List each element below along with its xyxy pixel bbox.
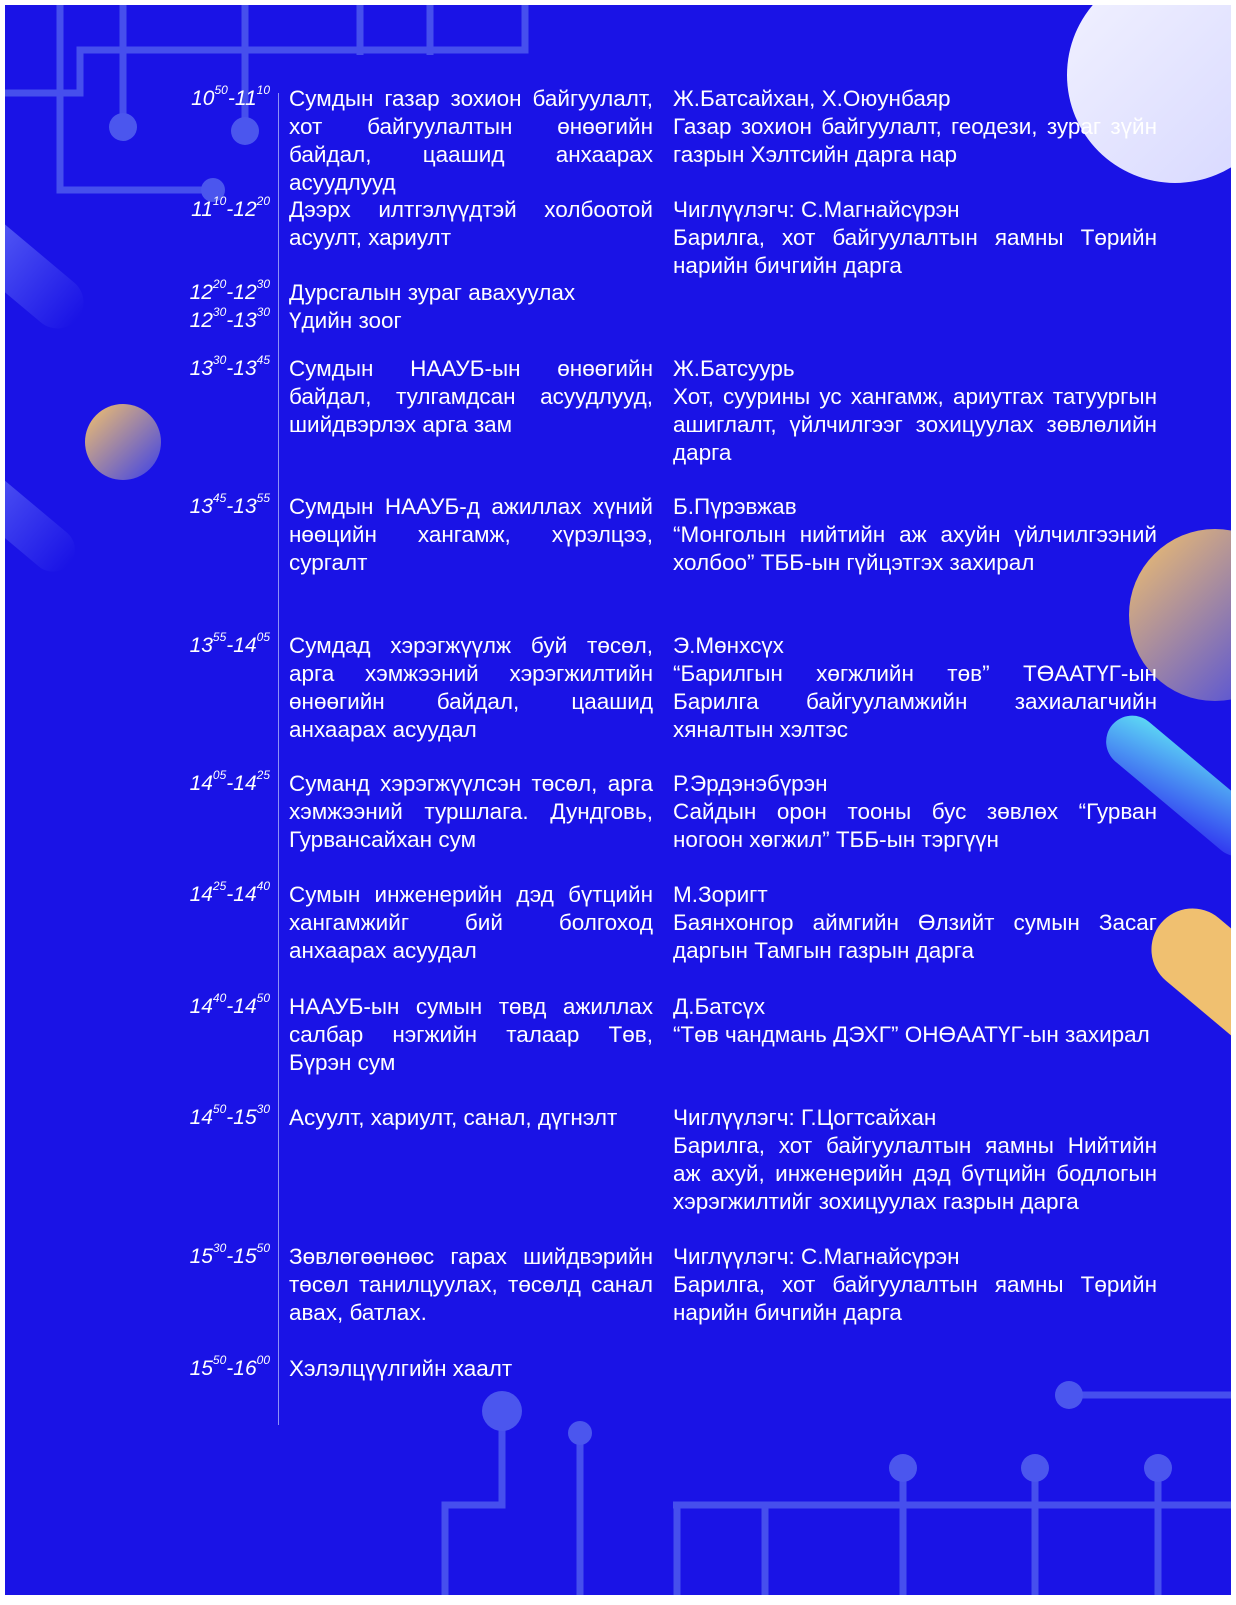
agenda-topic: Хэлэлцүүлгийн хаалт: [289, 1356, 513, 1381]
time-range: $15^{50}-16^{00}$: [189, 1353, 270, 1380]
time-range: $14^{25}-14^{40}$: [189, 879, 270, 906]
speaker-role: Барилга, хот байгуулалтын яамны Нийтийн аж ахуй, инженерийн дэд бүтцийн бодлогын хэрэгжилтийг зохицуулах газрын дарга: [673, 1133, 1157, 1214]
agenda-topic: Сумдын НААУБ-ын өнөөгийн байдал, тулгамдсан асуудлууд, шийдвэрлэх арга зам: [289, 356, 653, 437]
speaker: [673, 993, 1157, 1049]
agenda-topic: НААУБ-ын сумын төвд ажиллах салбар нэгжийн талаар Төв, Бүрэн сум: [289, 994, 653, 1075]
time-range: $13^{55}-14^{05}$: [189, 630, 270, 657]
agenda-topic: Сумдад хэрэгжүүлж буй төсөл, арга хэмжээний хэрэгжилтийн өнөөгийн байдал, цаашид анхаарах асуудал: [289, 633, 653, 742]
speaker: [673, 493, 1157, 577]
sphere-icon: [85, 404, 161, 480]
circuit-line-icon: [445, 1395, 1231, 1595]
speaker-name: Б.Пүрэвжав: [673, 494, 797, 519]
time-range: $14^{05}-14^{25}$: [189, 768, 270, 795]
agenda-topic: Суманд хэрэгжүүлсэн төсөл, арга хэмжээний туршлага. Дундговь, Гурвансайхан сум: [289, 771, 653, 852]
speaker-name: Ж.Батсайхан, Х.Оюунбаяр: [673, 86, 951, 111]
speaker-name: Э.Мөнхсүх: [673, 633, 784, 658]
speaker: [673, 881, 1157, 965]
speaker: [673, 1243, 1157, 1327]
capsule-icon: [5, 203, 94, 339]
speaker-role: Газар зохион байгуулалт, геодези, зураг зүйн газрын Хэлтсийн дарга нар: [673, 114, 1157, 167]
speaker-name: Чиглүүлэгч: С.Магнайсүрэн: [673, 197, 960, 222]
speaker-role: “Төв чандмань ДЭХГ” ОНӨААТҮГ-ын захирал: [673, 1022, 1150, 1047]
agenda-topic: Дурсгалын зураг авахуулах: [289, 280, 576, 305]
speaker: [673, 1104, 1157, 1216]
speaker: [673, 355, 1157, 467]
capsule-icon: [5, 463, 84, 580]
agenda-topic: Асуулт, хариулт, санал, дүгнэлт: [289, 1105, 618, 1130]
agenda-topic: Үдийн зоог: [289, 308, 402, 333]
agenda-topic: Сумдын НААУБ-д ажиллах хүний нөөцийн хангамж, хүрэлцээ, сургалт: [289, 494, 653, 575]
speaker-role: Барилга, хот байгуулалтын яамны Төрийн нарийн бичгийн дарга: [673, 1272, 1157, 1325]
speaker: [673, 632, 1157, 744]
speaker: [673, 85, 1157, 169]
speaker-role: Хот, суурины ус хангамж, ариутгах татуургын ашиглалт, үйлчилгээг зохицуулах зөвлөлийн дарга: [673, 384, 1157, 465]
time-range: $13^{45}-13^{55}$: [189, 491, 270, 518]
time-range: $14^{50}-15^{30}$: [189, 1102, 270, 1129]
speaker-role: Сайдын орон тооны бус зөвлөх “Гурван ногоон хөгжил” ТББ-ын тэргүүн: [673, 799, 1157, 852]
agenda-topic: Дээрх илтгэлүүдтэй холбоотой асуулт, хариулт: [289, 197, 653, 250]
agenda-topic: Сумдын газар зохион байгуулалт, хот байгуулалтын өнөөгийн байдал, цаашид анхаарах асуудлууд: [289, 86, 653, 195]
speaker-role: “Монголын нийтийн аж ахуйн үйлчилгээний холбоо” ТББ-ын гүйцэтгэх захирал: [673, 522, 1157, 575]
time-range: $15^{30}-15^{50}$: [189, 1241, 270, 1268]
speaker-name: Чиглүүлэгч: С.Магнайсүрэн: [673, 1244, 960, 1269]
timeline-divider: [278, 93, 279, 1425]
agenda-page: [5, 5, 1231, 1595]
speaker-role: “Барилгын хөгжлийн төв” ТӨААТҮГ-ын Барилга байгууламжийн захиалагчийн хяналтын хэлтэс: [673, 661, 1157, 742]
time-range: $11^{10}-12^{20}$: [191, 194, 270, 221]
time-range: $12^{30}-13^{30}$: [189, 305, 270, 332]
speaker-role: Баянхонгор аймгийн Өлзийт сумын Засаг даргын Тамгын газрын дарга: [673, 910, 1157, 963]
time-range: $13^{30}-13^{45}$: [189, 353, 270, 380]
time-range: $12^{20}-12^{30}$: [189, 277, 270, 304]
agenda-topic: Зөвлөгөөнөөс гарах шийдвэрийн төсөл танилцуулах, төсөлд санал авах, батлах.: [289, 1244, 653, 1325]
time-range: $14^{40}-14^{50}$: [189, 991, 270, 1018]
time-range: $10^{50}-11^{10}$: [191, 83, 270, 110]
agenda-topic: Сумын инженерийн дэд бүтцийн хангамжийг бий болгоход анхаарах асуудал: [289, 882, 653, 963]
speaker-name: Д.Батсүх: [673, 994, 766, 1019]
speaker-role: Барилга, хот байгуулалтын яамны Төрийн нарийн бичгийн дарга: [673, 225, 1157, 278]
speaker: [673, 196, 1157, 280]
speaker-name: Ж.Батсуурь: [673, 356, 795, 381]
node-dot-icon: [482, 1381, 1172, 1482]
speaker-name: М.Зоригт: [673, 882, 768, 907]
speaker-name: Р.Эрдэнэбүрэн: [673, 771, 828, 796]
speaker-name: Чиглүүлэгч: Г.Цогтсайхан: [673, 1105, 937, 1130]
speaker: [673, 770, 1157, 854]
